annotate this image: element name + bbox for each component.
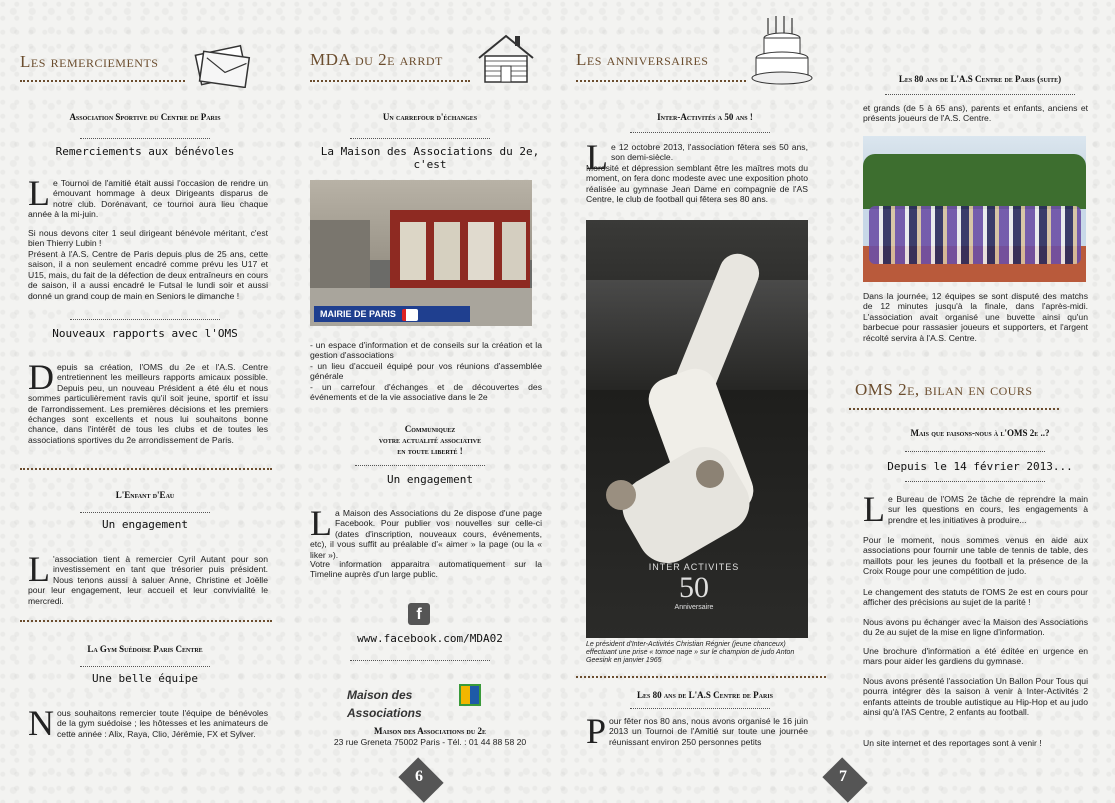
drop-cap: L (28, 549, 50, 589)
address-title: Maison des Associations du 2e (374, 726, 486, 736)
paragraph-grands: et grands (de 5 à 65 ans), parents et enfants, anciens et présents joueurs de l'A.S. Centre. (863, 103, 1088, 124)
subheading-depuis: Depuis le 14 février 2013... (887, 460, 1073, 473)
drop-cap: L (863, 489, 885, 529)
mairie-banner (314, 306, 470, 322)
list-item: - un carrefour d'échanges et de découvertes des événements et de la vie associative dans le 2e (310, 381, 542, 403)
divider (20, 468, 272, 470)
assoc-title: Association Sportive du Centre de Paris (69, 112, 221, 122)
section-title: OMS 2e, bilan en cours (855, 380, 1033, 399)
paragraph-echanger: Nous avons pu échanger avec la Maison des Associations du 2e au sujet de la mise en ligne d'information. (863, 617, 1088, 638)
mda-features-list (310, 340, 542, 402)
paragraph-text: ous souhaitons remercier toute l'équipe de bénévoles de la gym suédoise ; les hôtesses et les animateurs de cette année : Alix, Raya, Clio, Jérémie, FX et Sylver. (57, 708, 268, 739)
paragraph-oms (28, 357, 268, 445)
divider (630, 132, 770, 133)
paragraph-present: Présent à l'A.S. Centre de Paris depuis plus de 25 ans, cette saison, il a non seulement encadré comme prévu les U17 et U15, mais, du fait de la défection de deux entraîneurs en cours de saison, il a aussi encadré le Futsal le lundi soir et aussi donné un grand coup de main en Seniors le dimanche ! (28, 249, 268, 301)
divider (80, 138, 210, 139)
subheading: Un engagement (386, 473, 474, 486)
assoc-title: L'Enfant d'Eau (115, 490, 175, 500)
divider (80, 512, 210, 513)
paragraph-journee: Dans la journée, 12 équipes se sont disputé des matchs de 12 minutes jusqu'à la finale, dans l'après-midi. L'association avait organisé une buvette ainsi qu'un barbecue pour rassasier joueurs et supporters, et l'argent récolté servira à l'A.S. Centre. (863, 291, 1088, 343)
paragraph-gym (28, 703, 268, 743)
column-remerciements (0, 0, 275, 788)
paragraph-facebook (310, 503, 542, 560)
subheading-mais-que: Mais que faisons-nous à l'OMS 2e ..? (910, 428, 1050, 438)
paragraph-text: a Maison des Associations du 2e dispose d'une page Facebook. Pour publier vos nouvelles sur celle-ci (dates d'inscription, nouveaux cours, événements, etc), il vous suffit au préalable d'« aimer » la page (ou la « liker »). (310, 508, 542, 560)
paragraph-enfant (28, 549, 268, 606)
stamp-number: 50 (679, 571, 709, 604)
paragraph-text: our fêter nos 80 ans, nous avons organisé le 16 juin 2013 un Tournoi de l'Amitié sur toute une journée réunissant environ 250 personnes petits (609, 716, 808, 747)
birthday-cake-icon (750, 12, 814, 86)
photo-caption: Le président d'Inter-Activités Christian Régnier (jeune chanceux) effectuant une prise « tomoe nage » sur le champion de judo Anton Geesink en janvier 1965 (586, 641, 795, 665)
address-text: 23 rue Greneta 75002 Paris - Tél. : 01 44 88 58 20 (333, 737, 527, 747)
paragraph-morosite: Morosité et dépression semblant être les maîtres mots du moment, on fera donc modeste avec une exposition photo réalisée au gymnase Jean Dame en compagnie de l'AS Centre, le club de football qui fêtera ses 80 ans. (586, 163, 808, 205)
paragraph-text: e Tournoi de l'amitié était aussi l'occasion de rendre un émouvant hommage à deux Dirigeants disparus de notre club. Dorénavant, ce tournoi aura lieu chaque année à la mi-juin. (28, 178, 268, 220)
paragraph-text: e Bureau de l'OMS 2e tâche de reprendre la main sur les questions en cours, les engagements à prendre et les initiatives à produire... (888, 494, 1088, 525)
paragraph-text: epuis sa création, l'OMS du 2e et l'A.S. Centre entretiennent les meilleurs rapports amicaux possible. Depuis peu, un nouveau Président a été élu et nous sommes particulièrement ravis qu'il soit jeune, sportif et issu de l'arrondissement. Les premières décisions et les premiers échanges sont excellents et nous lui souhaitons bonne chance, dans l'intérêt de tous les clubs et de toutes les associations sportives du 2e arrondissement de Paris. (28, 362, 268, 445)
list-item: - un lieu d'accueil équipé pour vos réunions d'assemblée générale (310, 360, 542, 382)
paragraph-text: 'association tient à remercier Cyril Autant pour son investissement en tant que trésorier puis président. Nous tenons aussi à saluer Anne, Christine et Joëlle pour leur engagement, leur accueil et leur convivialité le mercredi. (28, 554, 268, 606)
assoc-title: La Gym Suédoise Paris Centre (87, 644, 203, 654)
house-icon (475, 30, 537, 85)
divider (350, 138, 490, 139)
divider (576, 80, 746, 82)
divider (905, 481, 1045, 482)
page-number: 6 (415, 768, 423, 785)
divider (70, 319, 220, 320)
section-title: Les remerciements (20, 52, 159, 71)
column-mda (285, 0, 555, 788)
communiquez-line2: votre actualité associative (378, 435, 482, 445)
paragraph-timeline: Votre information apparaitra automatiquement sur la Timeline auprès d'un large public. (310, 559, 542, 580)
divider (885, 94, 1075, 95)
anniversary-stamp (644, 562, 744, 632)
banner-text: MAIRIE DE PARIS (320, 309, 396, 319)
divider (849, 408, 1059, 410)
judo-photo (586, 220, 808, 638)
communiquez-line3: en toute liberté ! (397, 446, 463, 456)
drop-cap: L (28, 173, 50, 213)
paragraph-ballon: Nous avons présenté l'association Un Ballon Pour Tous qui pourra intégrer dès la saison à venir à Inter-Activités 2 enfants atteints de trouble autistique au Hip-Hop et au judo ainsi qu'à l'AS Centre, 2 enfants au football. (863, 676, 1088, 718)
paragraph-brochure: Une brochure d'information a été éditée en urgence en mars pour aider les gardiens du gymnase. (863, 646, 1088, 667)
subheading: Un engagement (101, 518, 189, 531)
letters-icon (192, 40, 252, 88)
subheading-80ans: Les 80 ans de L'A.S Centre de Paris (636, 690, 774, 700)
divider (576, 676, 826, 678)
mda-logo (347, 686, 487, 720)
paragraph-moment: Pour le moment, nous sommes venus en aide aux associations pour fournir une table de tennis de table, des maillots pour les jeunes du football et la présence de la Croix Rouge pour une compétition de judo. (863, 535, 1088, 577)
subheading: Une belle équipe (92, 672, 198, 685)
subheading: La Maison des Associations du 2e, c'est (320, 145, 540, 171)
facebook-icon[interactable]: f (408, 603, 430, 625)
group-photo (863, 136, 1086, 282)
divider (20, 620, 272, 622)
drop-cap: D (28, 357, 54, 397)
subheading: Remerciements aux bénévoles (55, 145, 235, 158)
maison-associations-photo (310, 180, 532, 326)
divider (80, 666, 210, 667)
paragraph-citer: Si nous devons citer 1 seul dirigeant bénévole méritant, c'est bien Thierry Lubin ! (28, 228, 268, 249)
paragraph-statuts: Le changement des statuts de l'OMS 2e est en cours pour afficher des précisions au sujet de la parité ! (863, 587, 1088, 608)
drop-cap: N (28, 703, 54, 743)
drop-cap: P (586, 711, 607, 751)
facebook-url-link[interactable]: www.facebook.com/MDA02 (357, 632, 503, 645)
divider (355, 465, 485, 466)
paragraph-site: Un site internet et des reportages sont à venir ! (863, 738, 1042, 748)
stamp-text: INTER ACTIVITES (648, 562, 740, 572)
puzzle-icon (459, 684, 481, 706)
divider (20, 80, 185, 82)
subheading-80ans-suite: Les 80 ans de L'A.S Centre de Paris (suite) (898, 74, 1062, 84)
page-number: 7 (839, 768, 847, 785)
subheading-carrefour: Un carrefour d'échanges (382, 112, 478, 122)
divider (630, 708, 770, 709)
paris-logo-icon (402, 309, 418, 321)
column-anniversaires (560, 0, 840, 788)
paragraph-tournoi (28, 173, 268, 220)
communiquez-line1: Communiquez (404, 424, 456, 434)
stamp-subtext: Anniversaire (674, 604, 714, 611)
paragraph-80ans (586, 711, 808, 751)
divider (905, 451, 1045, 452)
drop-cap: L (310, 503, 332, 543)
divider (310, 80, 470, 82)
logo-text: Maison des Associations (347, 688, 422, 720)
paragraph-bureau (863, 489, 1088, 529)
section-title: MDA du 2e arrdt (310, 50, 443, 69)
subheading-interactivites: Inter-Activités a 50 ans ! (657, 112, 753, 122)
divider (350, 660, 490, 661)
list-item: - un espace d'information et de conseils sur la création et la gestion d'associations (310, 340, 542, 361)
subheading: Nouveaux rapports avec l'OMS (52, 327, 238, 340)
drop-cap: L (586, 137, 608, 177)
paragraph-text: e 12 octobre 2013, l'association fêtera ses 50 ans, son demi-siècle. (611, 142, 808, 163)
column-oms (839, 0, 1115, 788)
section-title: Les anniversaires (576, 50, 709, 69)
